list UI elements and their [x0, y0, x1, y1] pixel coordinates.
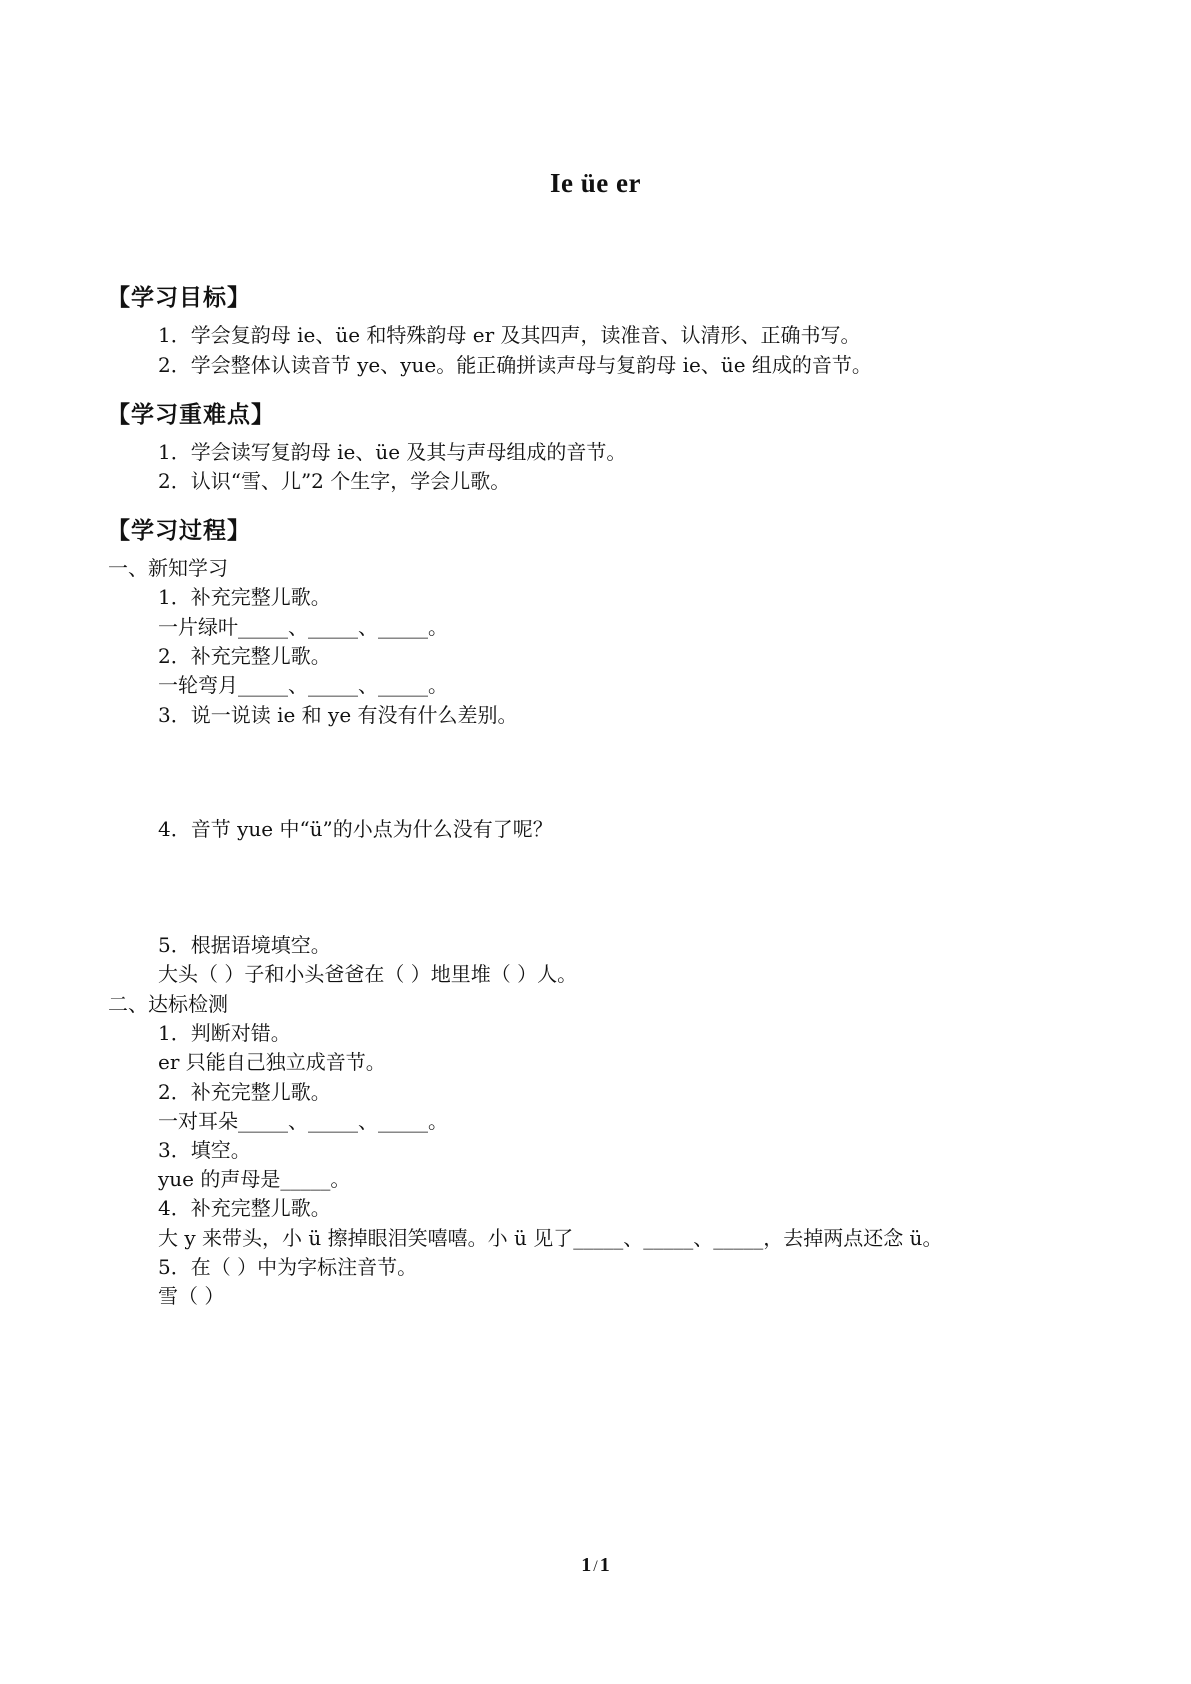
exercise-line: 5．在（ ）中为字标注音节。: [158, 1255, 418, 1279]
exercise-line: 大头（ ）子和小头爸爸在（ ）地里堆（ ）人。: [158, 962, 578, 986]
page-current: 1: [581, 1554, 592, 1576]
exercise-line: 4．音节 yue 中“ü”的小点为什么没有了呢？: [158, 817, 553, 841]
exercise-line: 2．补充完整儿歌。: [158, 644, 331, 668]
key-point-item: 2．认识“雪、儿”2 个生字，学会儿歌。: [158, 469, 511, 493]
exercise-line: 一对耳朵_____、_____、_____。: [158, 1109, 448, 1133]
document-title: Ie üe er: [550, 168, 641, 198]
part-label-assessment: 二、达标检测: [108, 992, 228, 1016]
page-separator: /: [593, 1558, 598, 1575]
exercise-line: 一片绿叶_____、_____、_____。: [158, 615, 448, 639]
exercise-line: 雪（ ）: [158, 1284, 225, 1308]
key-point-item: 1．学会读写复韵母 ie、üe 及其与声母组成的音节。: [158, 440, 627, 464]
exercise-line: 1．补充完整儿歌。: [158, 585, 331, 609]
goal-item: 1．学会复韵母 ie、üe 和特殊韵母 er 及其四声，读准音、认清形、正确书写。: [158, 323, 861, 347]
exercise-line: 一轮弯月_____、_____、_____。: [158, 673, 448, 697]
exercise-line: 3．填空。: [158, 1138, 251, 1162]
section-heading-key-points: 【学习重难点】: [107, 402, 275, 428]
exercise-line: 5．根据语境填空。: [158, 933, 331, 957]
page-number: [0, 1554, 1191, 1577]
goal-item: 2．学会整体认读音节 ye、yue。能正确拼读声母与复韵母 ie、üe 组成的音节。: [158, 353, 872, 377]
exercise-line: 1．判断对错。: [158, 1021, 291, 1045]
section-heading-goals: 【学习目标】: [107, 285, 251, 311]
section-heading-process: 【学习过程】: [107, 518, 251, 544]
exercise-line: yue 的声母是_____。: [158, 1167, 351, 1191]
exercise-line: 4．补充完整儿歌。: [158, 1196, 331, 1220]
exercise-line: er 只能自己独立成音节。: [158, 1050, 386, 1074]
exercise-line: 3．说一说读 ie 和 ye 有没有什么差别。: [158, 703, 518, 727]
exercise-line: 大 y 来带头，小 ü 擦掉眼泪笑嘻嘻。小 ü 见了_____、_____、_____，去掉两点还念 ü。: [158, 1226, 943, 1250]
part-label-new-knowledge: 一、新知学习: [108, 556, 228, 580]
page-total: 1: [599, 1554, 610, 1576]
exercise-line: 2．补充完整儿歌。: [158, 1080, 331, 1104]
